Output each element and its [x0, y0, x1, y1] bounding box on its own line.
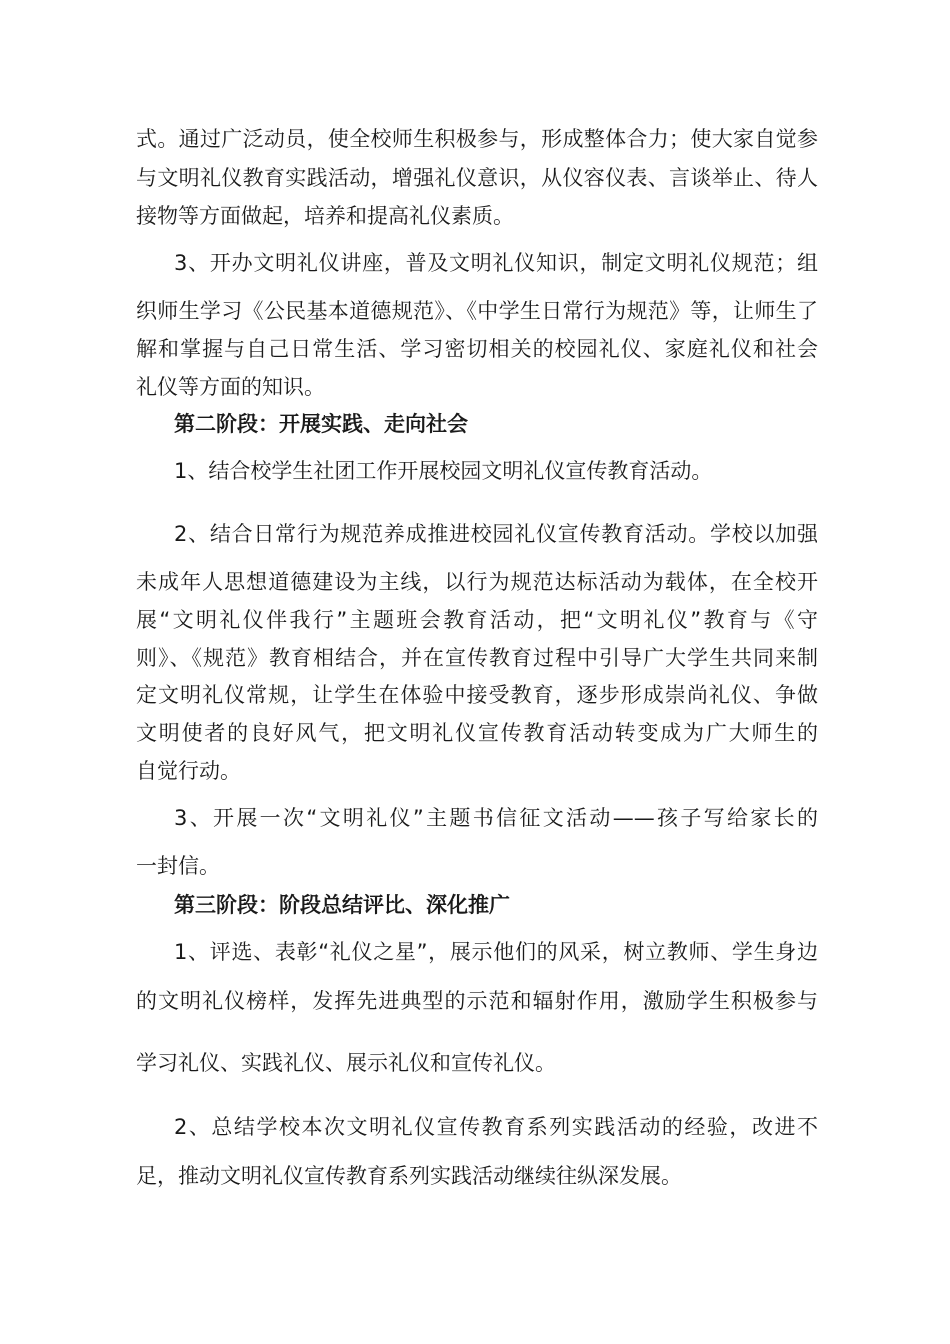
paragraph-line: 解和掌握与自己日常生活、学习密切相关的校园礼仪、家庭礼仪和社会 [136, 337, 818, 361]
paragraph-line: 3、开展一次“文明礼仪”主题书信征文活动——孩子写给家长的 [174, 806, 818, 830]
paragraph-line: 学习礼仪、实践礼仪、展示礼仪和宣传礼仪。 [136, 1051, 556, 1075]
paragraph-line: 与文明礼仪教育实践活动，增强礼仪意识，从仪容仪表、言谈举止、待人 [136, 166, 818, 190]
paragraph-line: 2、结合日常行为规范养成推进校园礼仪宣传教育活动。学校以加强 [174, 522, 818, 546]
paragraph-line: 文明使者的良好风气，把文明礼仪宣传教育活动转变成为广大师生的 [136, 721, 818, 745]
paragraph-line: 1、结合校学生社团工作开展校园文明礼仪宣传教育活动。 [174, 459, 713, 483]
paragraph-line: 自觉行动。 [136, 759, 241, 783]
paragraph-line: 定文明礼仪常规，让学生在体验中接受教育，逐步形成崇尚礼仪、争做 [136, 683, 818, 707]
paragraph-line: 展“文明礼仪伴我行”主题班会教育活动，把“文明礼仪”教育与《守 [136, 608, 818, 632]
paragraph-line: 一封信。 [136, 854, 220, 878]
paragraph-line: 式。通过广泛动员，使全校师生积极参与，形成整体合力；使大家自觉参 [136, 127, 818, 151]
paragraph-line: 3、开办文明礼仪讲座，普及文明礼仪知识，制定文明礼仪规范；组 [174, 251, 818, 275]
section-heading: 第三阶段：阶段总结评比、深化推广 [174, 893, 510, 917]
paragraph-line: 则》、《规范》教育相结合，并在宣传教育过程中引导广大学生共同来制 [136, 646, 818, 670]
paragraph-line: 足，推动文明礼仪宣传教育系列实践活动继续往纵深发展。 [136, 1164, 682, 1188]
paragraph-line: 礼仪等方面的知识。 [136, 375, 325, 399]
section-heading: 第二阶段：开展实践、走向社会 [174, 412, 468, 436]
paragraph-line: 接物等方面做起，培养和提高礼仪素质。 [136, 204, 514, 228]
paragraph-line: 织师生学习《公民基本道德规范》、《中学生日常行为规范》等，让师生了 [136, 299, 818, 323]
paragraph-line: 的文明礼仪榜样，发挥先进典型的示范和辐射作用，激励学生积极参与 [136, 989, 818, 1013]
paragraph-line: 未成年人思想道德建设为主线，以行为规范达标活动为载体，在全校开 [136, 570, 818, 594]
paragraph-line: 1、评选、表彰“礼仪之星”，展示他们的风采，树立教师、学生身边 [174, 940, 818, 964]
paragraph-line: 2、总结学校本次文明礼仪宣传教育系列实践活动的经验，改进不 [174, 1115, 818, 1139]
